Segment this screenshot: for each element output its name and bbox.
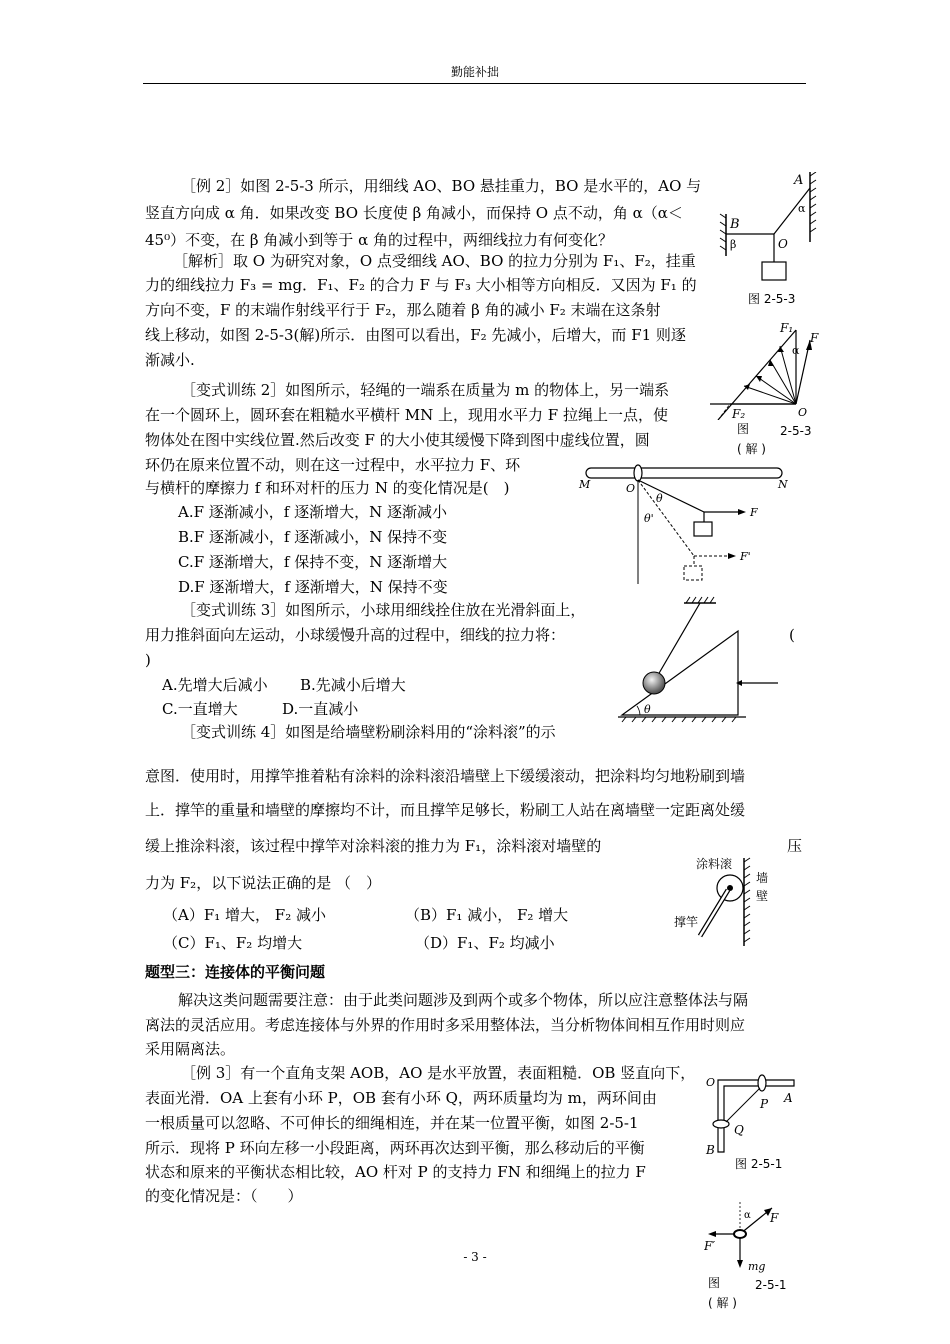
variant4-line3: 上．撑竿的重量和墙壁的摩擦均不计，而且撑竿足够长，粉刷工人站在离墙壁一定距离处缓 <box>145 801 746 819</box>
figroller-label-wall2: 壁 <box>756 889 769 903</box>
variant3-option-c: C.一直增大 <box>162 700 238 718</box>
example3-line1: ［例 3］有一个直角支架 AOB，AO 是水平放置，表面粗糙．OB 竖直向下， <box>181 1064 696 1082</box>
fig251-label-a: A <box>784 1091 793 1105</box>
fig251-label-p: P <box>760 1097 769 1111</box>
variant2-line1: ［变式训练 2］如图所示，轻绳的一端系在质量为 m 的物体上，另一端系 <box>181 381 670 399</box>
fig251sol-label-f-prime: F′ <box>704 1239 716 1253</box>
type3-para-line1: 解决这类问题需要注意：由于此类问题涉及到两个或多个物体，所以应注意整体法与隔 <box>178 991 749 1009</box>
figure-2-5-3 <box>718 172 818 290</box>
header-rule <box>143 83 806 84</box>
variant4-line5: 力为 F₂，以下说法正确的是 （ ） <box>145 874 381 892</box>
variant2-option-b: B.F 逐渐减小，f 逐渐减小，N 保持不变 <box>178 528 448 546</box>
figroller-label-wall1: 墙 <box>756 871 769 885</box>
variant2-option-a: A.F 逐渐减小，f 逐渐增大，N 逐渐减小 <box>178 503 447 521</box>
fig253-label-o: O <box>778 237 788 251</box>
fig251sol-caption-number: 2-5-1 <box>755 1278 787 1292</box>
fig251-caption: 图 2-5-1 <box>735 1157 783 1171</box>
variant2-line2: 在一个圆环上，圆环套在粗糙水平横杆 MN 上，现用水平力 F 拉绳上一点，使 <box>145 406 668 424</box>
variant4-option-c: （C）F₁、F₂ 均增大 <box>163 934 303 952</box>
example2-analysis-line4: 线上移动，如图 2-5-3(解)所示．由图可以看出，F₂ 先减小，后增大，而 F1 则逐 <box>145 326 686 344</box>
fig253-label-a: A <box>794 173 804 188</box>
figure-slope-ball <box>618 595 790 723</box>
fig251-label-o: O <box>706 1076 716 1089</box>
fig253sol-label-f2: F₂ <box>732 407 746 420</box>
fig253sol-caption-solution: ( 解 ) <box>737 442 766 456</box>
variant2-line5: 与横杆的摩擦力 f 和环对杆的压力 N 的变化情况是( ) <box>145 479 510 497</box>
variant4-option-a: （A）F₁ 增大， F₂ 减小 <box>163 906 326 924</box>
variant4-option-b: （B）F₁ 减小， F₂ 增大 <box>405 906 569 924</box>
fig253sol-caption-word: 图 <box>737 422 750 436</box>
variant3-option-a: A.先增大后减小 <box>162 676 268 694</box>
example2-analysis-line2: 力的细线拉力 F₃ = mg．F₁、F₂ 的合力 F 与 F₃ 大小相等方向相反．又因为 F₁ 的 <box>145 276 697 294</box>
example3-line6: 的变化情况是：（ ） <box>145 1187 303 1205</box>
variant2-line3: 物体处在图中实线位置.然后改变 F 的大小使其缓慢下降到图中虚线位置，圆 <box>145 431 650 449</box>
variant2-option-d: D.F 逐渐增大，f 逐渐增大，N 保持不变 <box>178 578 448 596</box>
example2-analysis-line5: 渐减小. <box>145 351 195 369</box>
variant4-line1: ［变式训练 4］如图是给墙壁粉刷涂料用的“涂料滚”的示 <box>181 723 556 741</box>
variant3-line2: 用力推斜面向左运动，小球缓慢升高的过程中，细线的拉力将： <box>145 626 566 644</box>
type3-para-line3: 采用隔离法。 <box>145 1040 236 1058</box>
example3-line4: 所示．现将 P 环向左移一小段距离，两环再次达到平衡，那么移动后的平衡 <box>145 1139 645 1157</box>
figmn-label-theta-prime: θ' <box>644 512 654 525</box>
variant3-close-paren: ) <box>145 651 151 669</box>
variant3-open-paren: ( <box>789 626 795 644</box>
variant4-line2: 意图．使用时，用撑竿推着粘有涂料的涂料滚沿墙壁上下缓缓滚动，把涂料均匀地粉刷到墙 <box>145 767 746 785</box>
fig253-caption: 图 2-5-3 <box>748 292 796 306</box>
figure-2-5-3-solution <box>700 320 825 420</box>
example2-analysis-line3: 方向不变，F 的末端作射线平行于 F₂，那么随着 β 角的减小 F₂ 末端在这条射 <box>145 301 661 319</box>
fig251sol-caption-word: 图 <box>708 1276 721 1290</box>
example3-line3: 一根质量可以忽略、不可伸长的细绳相连，并在某一位置平衡，如图 2-5-1 <box>145 1114 639 1132</box>
figmn-label-o: O <box>626 482 636 495</box>
variant3-line1: ［变式训练 3］如图所示，小球用细线拴住放在光滑斜面上， <box>181 601 586 619</box>
figure-mn-bar <box>578 462 790 587</box>
fig251sol-caption-solution: ( 解 ) <box>708 1296 737 1310</box>
fig253-label-alpha: α <box>798 202 806 215</box>
fig253sol-label-alpha: α <box>792 344 800 357</box>
variant4-line4a: 缓上推涂料滚，该过程中撑竿对涂料滚的推力为 F₁，涂料滚对墙壁的 <box>145 837 602 855</box>
variant3-option-d: D.一直减小 <box>282 700 359 718</box>
variant2-line4: 环仍在原来位置不动，则在这一过程中，水平拉力 F、环 <box>145 456 521 474</box>
figmn-label-f-prime: F' <box>740 550 751 563</box>
fig251sol-label-f: F <box>770 1211 779 1225</box>
variant4-line4b: 压 <box>787 837 803 855</box>
type3-para-line2: 离法的灵活应用。考虑连接体与外界的作用时多采用整体法，当分析物体间相互作用时则应 <box>145 1016 746 1034</box>
figmn-label-theta: θ <box>656 492 663 505</box>
figure-2-5-1 <box>704 1072 800 1156</box>
fig253sol-label-f: F <box>810 331 819 345</box>
figmn-label-f: F <box>750 506 758 519</box>
page-number: - 3 - <box>463 1250 487 1264</box>
example3-line2: 表面光滑．OA 上套有小环 P，OB 套有小环 Q，两环质量均为 m，两环间由 <box>145 1089 657 1107</box>
fig253sol-caption-number: 2-5-3 <box>780 424 812 438</box>
example2-line1: ［例 2］如图 2-5-3 所示，用细线 AO、BO 悬挂重力，BO 是水平的，AO 与 <box>181 177 702 195</box>
figmn-label-m: M <box>579 478 591 491</box>
fig251-label-q: Q <box>734 1123 744 1137</box>
figure-paint-roller <box>672 850 782 950</box>
type3-title: 题型三：连接体的平衡问题 <box>145 963 326 981</box>
fig253-label-b: B <box>730 217 740 232</box>
fig251-label-b: B <box>706 1143 715 1156</box>
example2-line2: 竖直方向成 α 角．如果改变 BO 长度使 β 角减小，而保持 O 点不动，角 α（α＜ <box>145 204 683 222</box>
fig253-label-beta: β <box>730 238 737 251</box>
page-header: 勤能补拙 <box>450 65 499 79</box>
variant3-option-b: B.先减小后增大 <box>300 676 406 694</box>
figslope-label-theta: θ <box>644 703 651 716</box>
variant4-option-d: （D）F₁、F₂ 均减小 <box>415 934 555 952</box>
fig251sol-label-mg: mg <box>748 1260 766 1273</box>
figmn-label-n: N <box>778 478 788 491</box>
fig253sol-label-o: O <box>798 406 808 419</box>
figroller-label-roller: 涂料滚 <box>696 857 733 871</box>
variant2-option-c: C.F 逐渐增大，f 保持不变，N 逐渐增大 <box>178 553 448 571</box>
example2-line3: 45⁰）不变，在 β 角减小到等于 α 角的过程中，两细线拉力有何变化？ <box>145 231 613 249</box>
example3-line5: 状态和原来的平衡状态相比较，AO 杆对 P 的支持力 FN 和细绳上的拉力 F <box>145 1163 646 1181</box>
example2-analysis-line1: ［解析］取 O 为研究对象，O 点受细线 AO、BO 的拉力分别为 F₁、F₂，挂重 <box>173 252 696 270</box>
fig253sol-label-f1: F₁ <box>780 321 794 335</box>
figroller-label-pole: 撑竿 <box>674 915 699 929</box>
fig251sol-label-alpha: α <box>744 1210 751 1221</box>
